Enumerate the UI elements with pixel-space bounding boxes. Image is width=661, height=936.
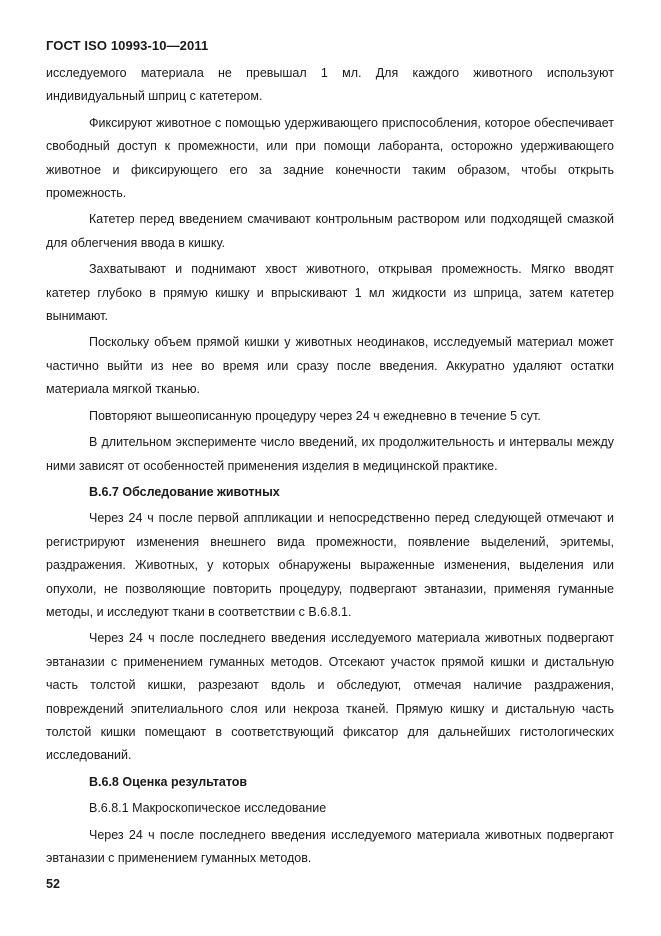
paragraph-macroscopic: Через 24 ч после последнего введения исследуемого материала животных подвергают эвтаназии с применением гуманных методов. <box>46 827 614 865</box>
page-number: 52 <box>46 877 60 891</box>
paragraph-long-term: В длительном эксперименте число введений, их продолжительность и интервалы между ними зависят от особенностей применения изделия в медицинской практике. <box>46 435 614 473</box>
paragraph-volume: Поскольку объем прямой кишки у животных неодинаков, исследуемый материал может частично выйти из нее во время или сразу после введения. Аккуратно удаляют остатки материала мягкой тканью. <box>46 335 614 397</box>
paragraph-fixation: Фиксируют животное с помощью удерживающего приспособления, которое обеспечивает свободный доступ к промежности, или при помощи лаборанта, осторожно удерживающего животное и фиксирующего его за задние конечности таким образом, чтобы открыть промежность. <box>46 115 614 201</box>
document-header: ГОСТ ISO 10993-10—2011 <box>46 38 209 53</box>
paragraph-continued: исследуемого материала не превышал 1 мл. Для каждого животного используют индивидуальный шприц с катетером. <box>46 66 614 104</box>
paragraph-repeat: Повторяют вышеописанную процедуру через 24 ч ежедневно в течение 5 сут. <box>89 408 541 423</box>
paragraph-catheter: Катетер перед введением смачивают контрольным раствором или подходящей смазкой для облегчения ввода в кишку. <box>46 212 614 250</box>
subsection-heading-macroscopic: В.6.8.1 Макроскопическое исследование <box>89 801 327 816</box>
document-body <box>46 62 614 873</box>
paragraph-insertion: Захватывают и поднимают хвост животного, открывая промежность. Мягко вводят катетер глубоко в прямую кишку и впрыскивают 1 мл жидкости из шприца, затем катетер вынимают. <box>46 262 614 324</box>
section-heading-evaluation: В.6.8 Оценка результатов <box>89 774 248 789</box>
section-heading-examination: В.6.7 Обследование животных <box>89 484 280 499</box>
paragraph-euthanasia: Через 24 ч после последнего введения исследуемого материала животных подвергают эвтаназии с применением гуманных методов. Отсекают участок прямой кишки и дистальную часть толстой кишки, разрезают вдоль и обследуют, отмечая наличие раздражения, повреждений эпителиального слоя или некроза тканей. Прямую кишку и дистальную часть толстой кишки помещают в соответствующий фиксатор для дальнейших гистологических исследований. <box>46 631 614 763</box>
paragraph-examination: Через 24 ч после первой аппликации и непосредственно перед следующей отмечают и регистрируют изменения внешнего вида промежности, появление выделений, эритемы, раздражения. Животных, у которых обнаружены выраженные изменения, выделения или опухоли, не позволяющие повторить процедуру, подвергают эвтаназии, применяя гуманные методы, и исследуют ткани в соответствии с В.6.8.1. <box>46 511 614 619</box>
